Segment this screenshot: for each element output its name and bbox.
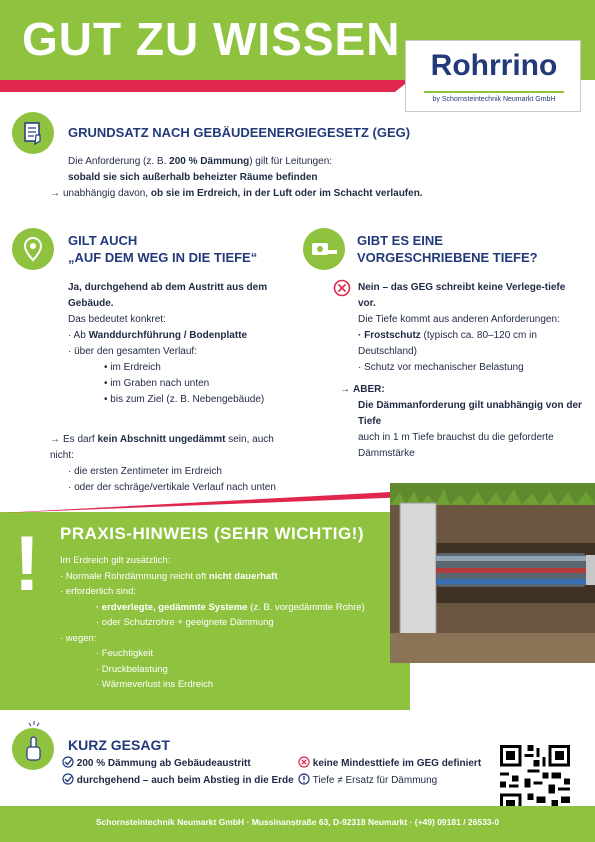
praxis-heading: PRAXIS-HINWEIS (SEHR WICHTIG!) xyxy=(60,524,364,543)
kurz-item-1: 200 % Dämmung ab Gebäudeaustritt xyxy=(62,756,251,772)
section-tiefe-heading: GILT AUCH „AUF DEM WEG IN DIE TIEFE“ xyxy=(68,233,258,265)
check-circle-icon xyxy=(62,773,74,785)
check-circle-icon xyxy=(62,756,74,768)
location-pin-icon xyxy=(12,228,54,270)
section-geg-body: Die Anforderung (z. B. 200 % Dämmung) gilt für Leitungen: sobald sie sich außerhalb beheizter Räume befinden xyxy=(68,156,333,183)
warning-circle-icon xyxy=(298,773,310,785)
cross-circle-icon xyxy=(298,756,310,768)
section-vorgabe-heading: GIBT ES EINE VORGESCHRIEBENE TIEFE? xyxy=(357,233,538,265)
logo xyxy=(405,40,581,112)
sparkle-icon xyxy=(28,718,40,736)
kurz-heading: KURZ GESAGT xyxy=(68,737,170,753)
section-geg-arrow-line: → unabhängig davon, ob sie im Erdreich, in der Luft oder im Schacht verlaufen. xyxy=(50,188,423,199)
measuring-tape-icon xyxy=(303,228,345,270)
section-geg-heading: GRUNDSATZ NACH GEBÄUDEENERGIEGESETZ (GEG) xyxy=(68,125,411,140)
section-tiefe-note: → Es darf kein Abschnitt ungedämmt sein, auch nicht: · die ersten Zentimeter im Erdreich · oder der schräge/vertikale Verlauf nach unten xyxy=(50,434,276,493)
logo-name: Rohrrino xyxy=(430,49,558,82)
pipe-in-soil-photo xyxy=(390,483,595,663)
cross-icon xyxy=(333,279,351,302)
kurz-item-2: durchgehend – auch beim Abstieg in die Erde xyxy=(62,773,294,789)
section-vorgabe-aber: → ABER: Die Dämmanforderung gilt unabhängig von der Tiefe auch in 1 m Tiefe brauchst du die geforderte Dämmstärke xyxy=(340,384,582,459)
praxis-body: Im Erdreich gilt zusätzlich: · Normale Rohrdämmung reicht oft nicht dauerhaft · erforderlich sind: · erdverlegte, gedämmte Systeme (z. B. vorgedämmte Rohre) · oder Schutzrohre + geeignete Dämmung · wegen: · Feuchtigkeit · Druckbelastung · Wärmeverlust ins Erdreich xyxy=(60,555,365,690)
kurz-item-4: Tiefe ≠ Ersatz für Dämmung xyxy=(298,773,437,789)
section-vorgabe-body: Nein – das GEG schreibt keine Verlege-tiefe vor. Die Tiefe kommt aus anderen Anforderungen: · Frostschutz (typisch ca. 80–120 cm in Deutschland) · Schutz vor mechanischer Belastung xyxy=(358,282,566,373)
logo-underline xyxy=(424,91,564,93)
section-tiefe-body: Ja, durchgehend ab dem Austritt aus dem Gebäude. Das bedeutet konkret: · Ab Wanddurchführung / Bodenplatte · über den gesamten Verlauf: • im Erdreich • im Graben nach unten • bis zum Ziel (z. B. Nebengebäude) xyxy=(68,282,268,405)
document-icon xyxy=(12,112,54,154)
logo-subtitle: by Schornsteintechnik Neumarkt GmbH xyxy=(432,96,556,103)
footer-contact: Schornsteintechnik Neumarkt GmbH · Mussinanstraße 63, D-92318 Neumarkt · (+49) 09181 / 26533-0 xyxy=(95,817,500,827)
red-accent-stripe xyxy=(0,80,410,92)
exclamation-icon: ! xyxy=(14,519,40,607)
page-title: GUT ZU WISSEN xyxy=(22,13,401,65)
red-accent-stripe-2 xyxy=(0,483,410,513)
kurz-item-3: keine Mindesttiefe im GEG definiert xyxy=(298,756,481,772)
